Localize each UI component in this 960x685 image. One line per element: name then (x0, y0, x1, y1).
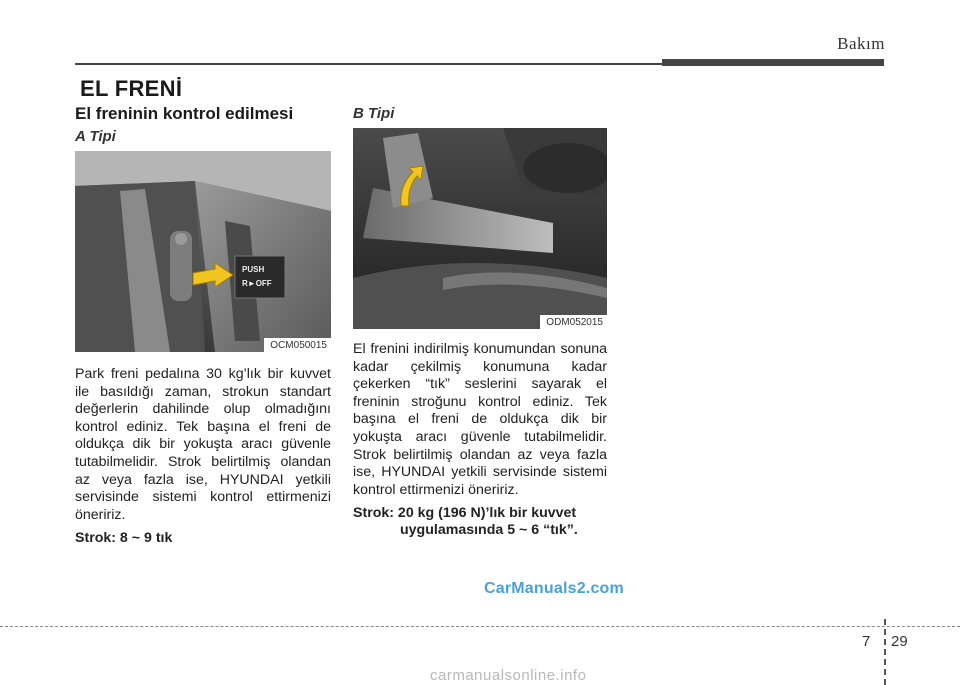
lever-illustration (353, 128, 607, 329)
page-number: 29 (891, 633, 908, 650)
section-subtitle: El freninin kontrol edilmesi (75, 104, 294, 123)
left-strok: Strok: 8 ~ 9 tık (75, 530, 173, 546)
pedal-sign-line2: R►OFF (242, 279, 272, 288)
carmanuals-watermark[interactable]: CarManuals2.com (484, 580, 624, 597)
right-body-text: El frenini indirilmiş konumundan sonuna kadar çekilmiş konumuna kadar çekerken “tık” seslerini sayarak el freninin stroğunu kontrol ediniz. Tek başına el freni de oldukça dik bir yokuşta aracı güvenle tutabilmelidir. Strok belirtilmiş olandan az veya fazla ise, HYUNDAI yetkili servisinde sistemi kontrol ettirmenizi öneririz. (353, 341, 607, 498)
footer-divider (884, 619, 886, 685)
photo-code-right: ODM052015 (540, 315, 607, 329)
type-a-label: A Tipi (75, 128, 116, 145)
header-rule-thin (75, 63, 665, 65)
footer-dashed-rule (0, 626, 960, 627)
chapter-number: 7 (862, 633, 871, 650)
pedal-sign-line1: PUSH (242, 265, 265, 274)
right-strok-line1: Strok: 20 kg (196 N)’lık bir kuvvet (353, 505, 577, 521)
left-body-text: Park freni pedalına 30 kg’lık bir kuvvet ile basıldığı zaman, strokun standart değerlerin dahilinde olup olmadığını kontrol ediniz. Tek başına el freni de oldukça dik bir yokuşta aracı güvenle tutabilmelidir. Strok belirtilmiş olandan az veya fazla ise, HYUNDAI yetkili servisinde sistemi kontrol ettirmenizi öneririz. (75, 366, 331, 523)
photo-hand-brake-lever (353, 128, 607, 329)
photo-code-left: OCM050015 (264, 338, 331, 352)
pedal-illustration (75, 151, 331, 352)
header-rule-thick (662, 59, 884, 66)
type-b-label: B Tipi (353, 105, 395, 122)
right-strok-line2: uygulamasında 5 ~ 6 “tık”. (400, 522, 578, 538)
header-title: Bakım (837, 34, 885, 53)
footer-site-watermark[interactable]: carmanualsonline.info (430, 667, 587, 684)
section-title: EL FRENİ (80, 76, 183, 101)
photo-parking-brake-pedal (75, 151, 331, 352)
